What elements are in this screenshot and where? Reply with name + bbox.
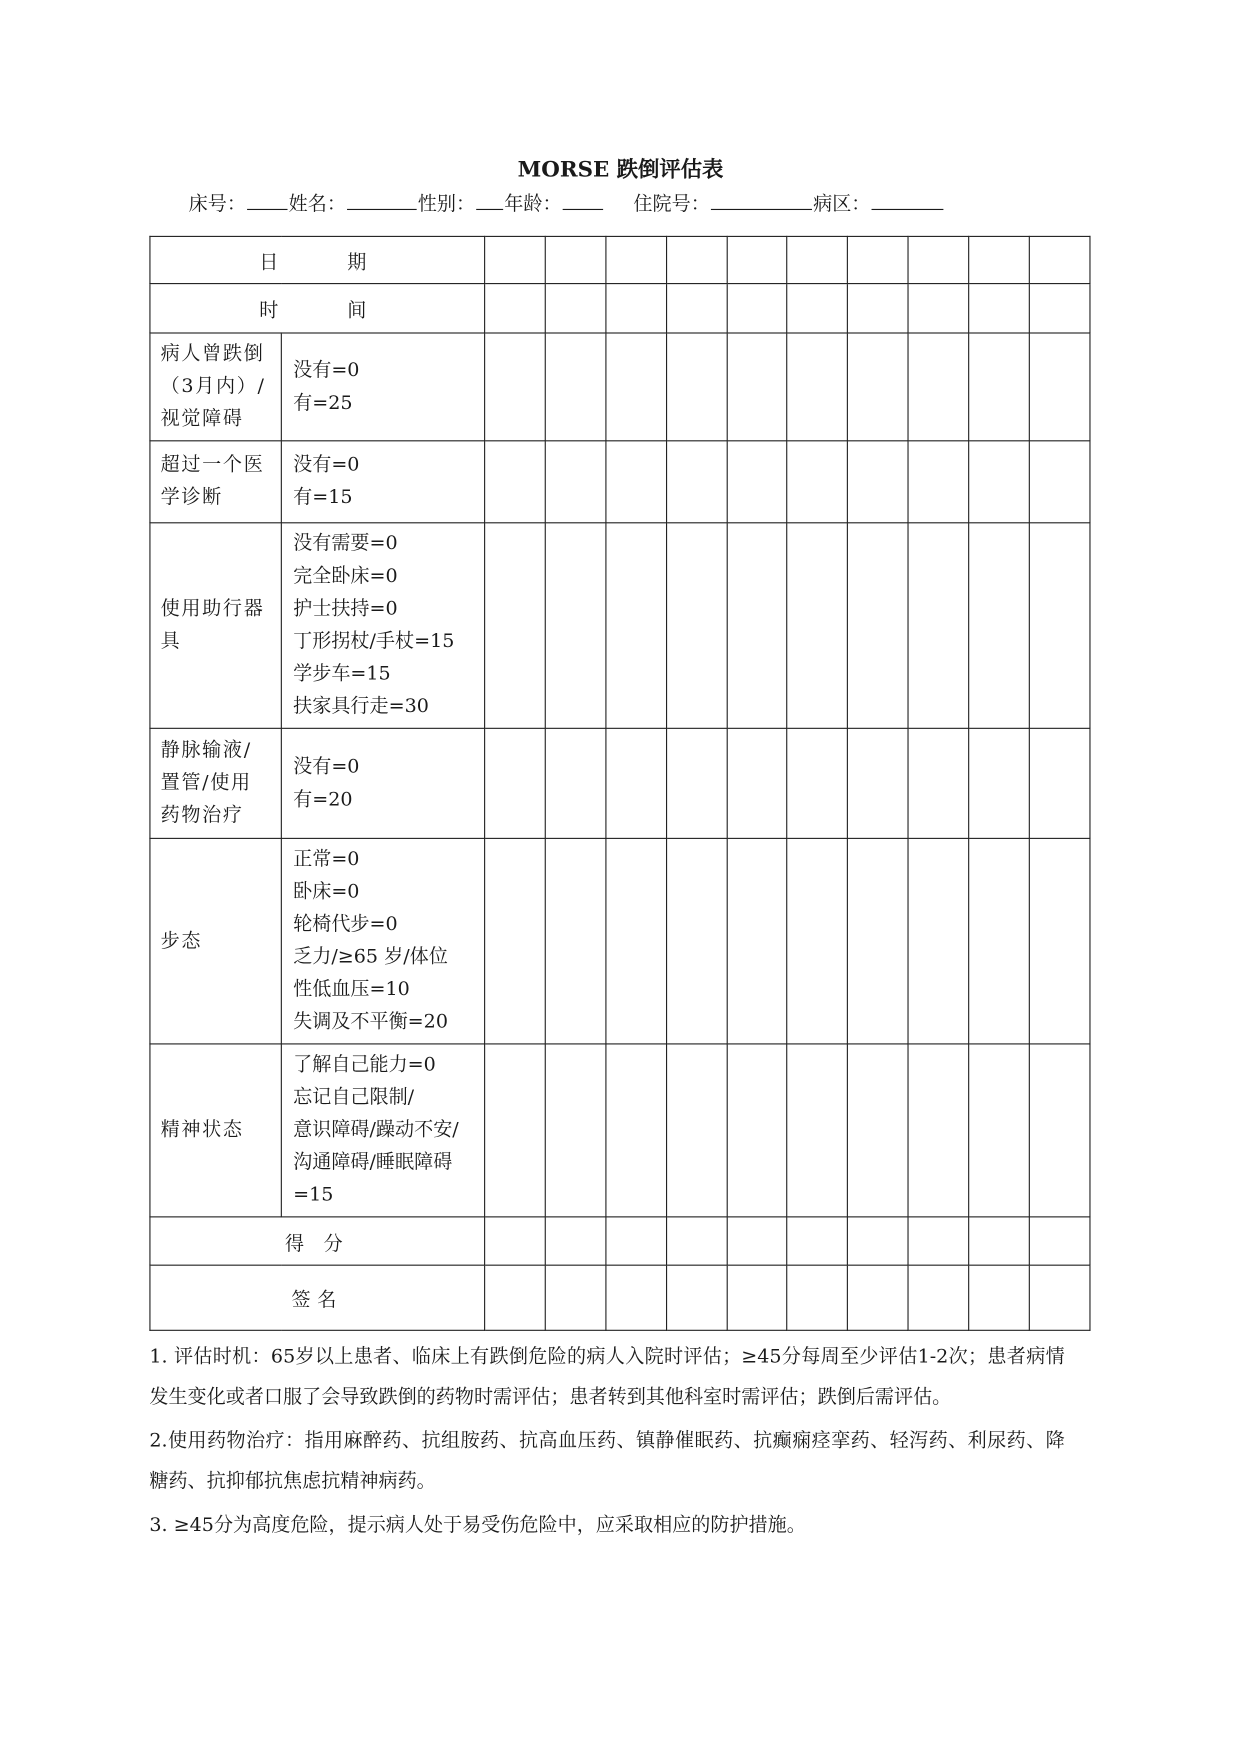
time-entry-cell[interactable] [545,284,606,333]
criterion-entry-cell[interactable] [908,728,969,838]
time-entry-cell[interactable] [908,284,969,333]
criterion-entry-cell[interactable] [848,333,909,441]
bed-label: 床号： [188,193,246,216]
signature-entry-cell[interactable] [545,1265,606,1330]
date-entry-cell[interactable] [606,236,667,283]
criterion-entry-cell[interactable] [666,1044,727,1217]
date-entry-cell[interactable] [485,236,546,283]
criterion-option: 有=15 [293,486,353,509]
admission-number-field[interactable] [711,192,812,210]
ward-field[interactable] [872,192,944,210]
age-field[interactable] [563,192,603,210]
criterion-row [150,728,1090,838]
criterion-entry-cell[interactable] [787,523,848,729]
criterion-entry-cell[interactable] [908,523,969,729]
admission-number-label: 住院号： [633,193,710,216]
criterion-entry-cell[interactable] [545,441,606,523]
score-entry-cell[interactable] [727,1217,788,1265]
time-entry-cell[interactable] [666,284,727,333]
criterion-entry-cell[interactable] [545,728,606,838]
date-entry-cell[interactable] [666,236,727,283]
criterion-row [150,838,1090,1044]
date-entry-cell[interactable] [545,236,606,283]
criterion-entry-cell[interactable] [485,523,546,729]
criterion-entry-cell[interactable] [606,1044,667,1217]
criterion-entry-cell[interactable] [1029,838,1090,1044]
score-entry-cell[interactable] [969,1217,1030,1265]
criterion-entry-cell[interactable] [908,333,969,441]
signature-entry-cell[interactable] [727,1265,788,1330]
criterion-entry-cell[interactable] [908,1044,969,1217]
criterion-entry-cell[interactable] [848,838,909,1044]
signature-entry-cell[interactable] [606,1265,667,1330]
note-2: 2.使用药物治疗：指用麻醉药、抗组胺药、抗高血压药、镇静催眠药、抗癫痫痉挛药、轻泻药、利尿药、降糖药、抗抑郁抗焦虑抗精神病药。 [149,1429,1065,1493]
score-entry-cell[interactable] [485,1217,546,1265]
age-label: 年龄： [504,193,562,216]
criterion-entry-cell[interactable] [848,441,909,523]
criterion-entry-cell[interactable] [606,333,667,441]
scoring-criteria [281,441,484,523]
criterion-entry-cell[interactable] [485,1044,546,1217]
note-1: 1. 评估时机：65岁以上患者、临床上有跌倒危险的病人入院时评估；≥45分每周至少评估1-2次；患者病情发生变化或者口服了会导致跌倒的药物时需评估；患者转到其他科室时需评估；跌倒后需评估。 [149,1345,1065,1409]
criterion-entry-cell[interactable] [545,1044,606,1217]
score-entry-cell[interactable] [606,1217,667,1265]
criterion-row [150,1044,1090,1217]
criterion-option: 有=20 [293,787,353,811]
criterion-row [150,441,1090,523]
time-entry-cell[interactable] [727,284,788,333]
note-3: 3. ≥45分为高度危险，提示病人处于易受伤危险中，应采取相应的防护措施。 [149,1513,806,1537]
date-entry-cell[interactable] [848,236,909,283]
signature-entry-cell[interactable] [485,1265,546,1330]
criterion-entry-cell[interactable] [969,1044,1030,1217]
criterion-option: 性低血压=10 [293,978,410,1001]
signature-entry-cell[interactable] [908,1265,969,1330]
criterion-entry-cell[interactable] [485,441,546,523]
scoring-criteria [281,728,484,838]
criterion-option: 没有=0 [293,358,360,382]
criterion-entry-cell[interactable] [1029,333,1090,441]
category-label: 使用助行器具 [150,523,281,729]
criterion-row [150,333,1090,441]
criterion-entry-cell[interactable] [1029,441,1090,523]
criterion-entry-cell[interactable] [727,441,788,523]
time-label: 时 间 [150,284,485,333]
criterion-option: 沟通障碍/睡眠障碍 [293,1151,453,1174]
criterion-entry-cell[interactable] [1029,728,1090,838]
criterion-entry-cell[interactable] [666,333,727,441]
criterion-entry-cell[interactable] [606,728,667,838]
criterion-entry-cell[interactable] [545,333,606,441]
criterion-option: 乏力/≥65 岁/体位 [293,945,448,969]
criterion-entry-cell[interactable] [848,1044,909,1217]
ward-label: 病区： [813,193,871,216]
criterion-entry-cell[interactable] [848,728,909,838]
criterion-option: 卧床=0 [293,880,360,903]
signature-entry-cell[interactable] [666,1265,727,1330]
criterion-option: 没有=0 [293,453,360,477]
score-label: 得 分 [150,1217,485,1265]
scoring-criteria [281,838,484,1044]
scoring-criteria [281,1044,484,1217]
criterion-option: 学步车=15 [293,662,391,686]
criterion-entry-cell[interactable] [606,441,667,523]
criterion-entry-cell[interactable] [666,728,727,838]
criterion-entry-cell[interactable] [727,333,788,441]
scoring-criteria [281,523,484,729]
score-entry-cell[interactable] [545,1217,606,1265]
time-entry-cell[interactable] [848,284,909,333]
criterion-entry-cell[interactable] [969,838,1030,1044]
criterion-option: 意识障碍/躁动不安/ [293,1118,459,1142]
criterion-option: =15 [293,1183,334,1207]
score-entry-cell[interactable] [908,1217,969,1265]
name-field[interactable] [347,192,417,210]
criterion-entry-cell[interactable] [545,523,606,729]
criterion-entry-cell[interactable] [787,728,848,838]
criterion-entry-cell[interactable] [969,441,1030,523]
criterion-option: 丁形拐杖/手杖=15 [293,630,455,653]
criterion-option: 了解自己能力=0 [293,1053,436,1076]
category-label: 精神状态 [150,1044,281,1217]
score-entry-cell[interactable] [787,1217,848,1265]
criterion-entry-cell[interactable] [727,1044,788,1217]
criterion-entry-cell[interactable] [545,838,606,1044]
notes-section [149,1336,1064,1548]
signature-label: 签名 [150,1265,485,1330]
criterion-option: 轮椅代步=0 [293,913,398,936]
criterion-entry-cell[interactable] [908,441,969,523]
signature-entry-cell[interactable] [1029,1265,1090,1330]
gender-field[interactable] [476,192,503,210]
bed-field[interactable] [247,192,287,210]
criterion-entry-cell[interactable] [727,728,788,838]
criterion-entry-cell[interactable] [1029,1044,1090,1217]
criterion-entry-cell[interactable] [969,728,1030,838]
criterion-entry-cell[interactable] [969,523,1030,729]
criterion-option: 完全卧床=0 [293,564,398,588]
criterion-entry-cell[interactable] [787,333,848,441]
date-row [150,236,1090,283]
criterion-option: 扶家具行走=30 [293,695,429,718]
category-label: 超过一个医学诊断 [150,441,281,523]
criterion-entry-cell[interactable] [666,838,727,1044]
gender-label: 性别： [417,193,476,216]
criterion-entry-cell[interactable] [666,441,727,523]
time-entry-cell[interactable] [1029,284,1090,333]
criterion-option: 失调及不平衡=20 [293,1010,448,1034]
date-entry-cell[interactable] [727,236,788,283]
criterion-entry-cell[interactable] [727,523,788,729]
score-entry-cell[interactable] [848,1217,909,1265]
criterion-entry-cell[interactable] [606,838,667,1044]
criterion-entry-cell[interactable] [666,523,727,729]
criterion-entry-cell[interactable] [485,333,546,441]
criterion-entry-cell[interactable] [787,838,848,1044]
signature-entry-cell[interactable] [969,1265,1030,1330]
signature-entry-cell[interactable] [787,1265,848,1330]
date-entry-cell[interactable] [1029,236,1090,283]
criterion-entry-cell[interactable] [848,523,909,729]
criterion-entry-cell[interactable] [1029,523,1090,729]
criterion-entry-cell[interactable] [485,838,546,1044]
name-label: 姓名： [288,193,346,216]
criterion-entry-cell[interactable] [787,1044,848,1217]
signature-entry-cell[interactable] [848,1265,909,1330]
criterion-row [150,523,1090,729]
date-entry-cell[interactable] [787,236,848,283]
date-label: 日 期 [150,236,485,283]
criterion-option: 有=25 [293,391,353,414]
criterion-option: 没有=0 [293,755,360,778]
criterion-entry-cell[interactable] [606,523,667,729]
date-entry-cell[interactable] [908,236,969,283]
time-entry-cell[interactable] [787,284,848,333]
criterion-option: 正常=0 [293,847,360,871]
criterion-entry-cell[interactable] [969,333,1030,441]
time-entry-cell[interactable] [969,284,1030,333]
scoring-criteria [281,333,484,441]
criterion-entry-cell[interactable] [908,838,969,1044]
category-label: 步态 [150,838,281,1044]
score-entry-cell[interactable] [1029,1217,1090,1265]
category-label: 病人曾跌倒（3月内）/视觉障碍 [150,333,281,441]
criterion-option: 护士扶持=0 [293,597,398,620]
criterion-entry-cell[interactable] [787,441,848,523]
score-row [150,1217,1090,1265]
criterion-option: 没有需要=0 [293,532,398,555]
date-entry-cell[interactable] [969,236,1030,283]
time-entry-cell[interactable] [606,284,667,333]
criterion-entry-cell[interactable] [727,838,788,1044]
form-title: MORSE 跌倒评估表 [517,157,724,182]
patient-info-row [189,188,945,216]
time-row [150,284,1090,333]
time-entry-cell[interactable] [485,284,546,333]
score-entry-cell[interactable] [666,1217,727,1265]
criterion-option: 忘记自己限制/ [293,1086,415,1109]
criterion-entry-cell[interactable] [485,728,546,838]
signature-row [150,1265,1090,1330]
category-label: 静脉输液/置管/使用药物治疗 [150,728,281,838]
assessment-table [149,236,1090,1331]
